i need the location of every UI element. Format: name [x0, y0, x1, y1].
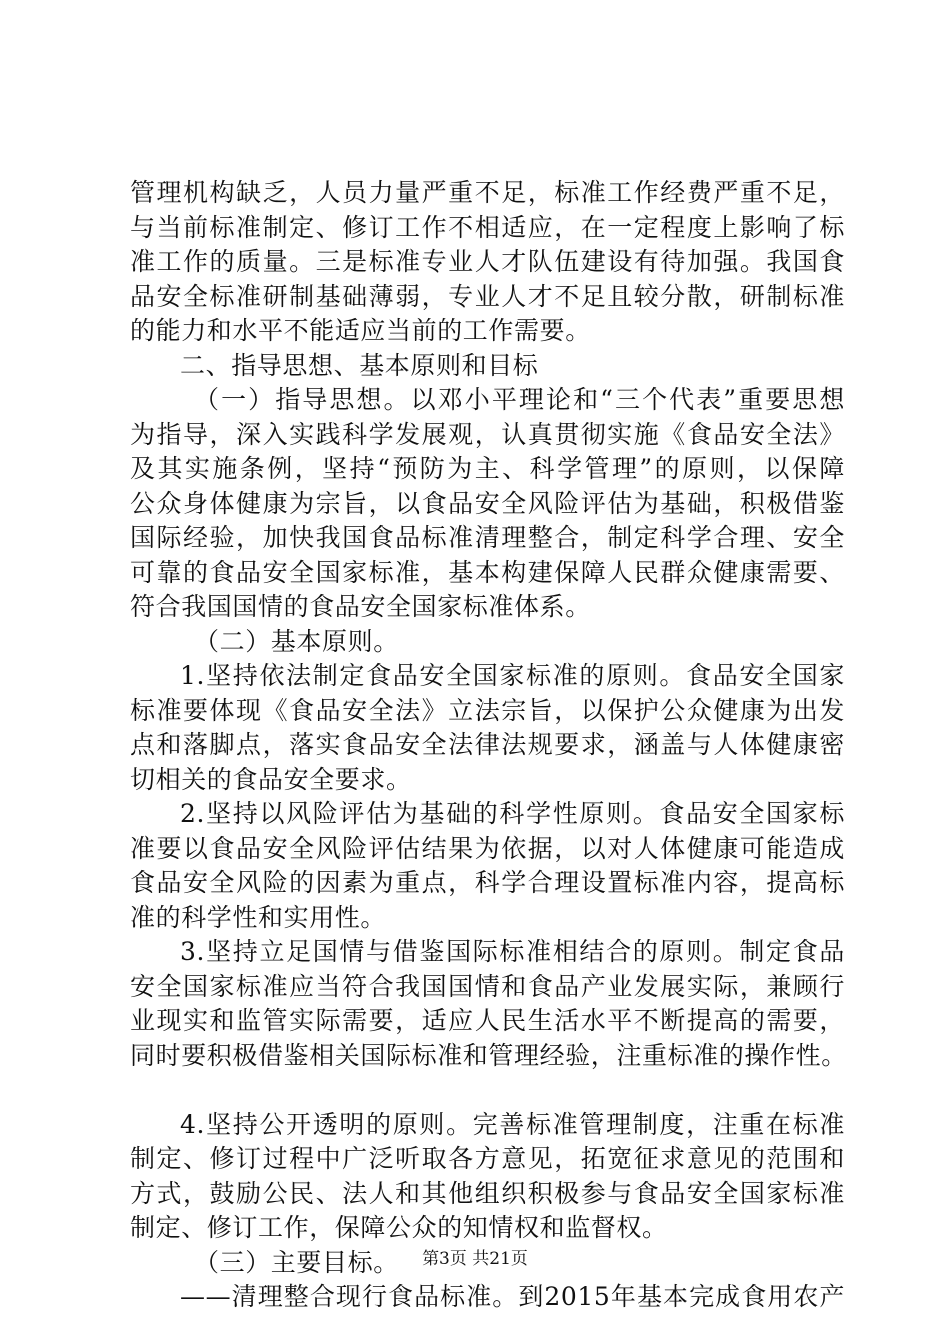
- subsection-heading: （三）主要目标。: [194, 1247, 399, 1277]
- text-line: 及其实施条例，坚持“预防为主、科学管理”的原则，以保障: [130, 454, 845, 483]
- text-line: 业现实和监管实际需要，适应人民生活水平不断提高的需要，: [130, 1006, 845, 1035]
- text-line: 与当前标准制定、修订工作不相适应，在一定程度上影响了标: [130, 212, 845, 242]
- document-body: [130, 176, 845, 1315]
- text-line: 公众身体健康为宗旨，以食品安全风险评估为基础，积极借鉴: [130, 488, 845, 518]
- text-line: 点和落脚点，落实食品安全法律法规要求，涵盖与人体健康密: [130, 730, 845, 759]
- paragraph-start: 4.坚持公开透明的原则。完善标准管理制度，注重在标准: [180, 1109, 845, 1139]
- text-line: 标准要体现《食品安全法》立法宗旨，以保护公众健康为出发: [130, 695, 845, 725]
- paragraph-gap: [130, 1073, 845, 1108]
- paragraph-start: ——清理整合现行食品标准。到2015年基本完成食用农产: [180, 1282, 845, 1311]
- text-line: 准要以食品安全风险评估结果为依据，以对人体健康可能造成: [130, 833, 845, 863]
- paragraph-start: （一）指导思想。以邓小平理论和“三个代表”重要思想: [194, 385, 845, 414]
- section-heading: 二、指导思想、基本原则和目标: [180, 350, 539, 380]
- subsection-heading: （二）基本原则。: [194, 626, 399, 656]
- text-line: 管理机构缺乏，人员力量严重不足，标准工作经费严重不足，: [130, 178, 845, 207]
- paragraph-start: 3.坚持立足国情与借鉴国际标准相结合的原则。制定食品: [180, 937, 845, 966]
- text-line: 为指导，深入实践科学发展观，认真贯彻实施《食品安全法》: [130, 419, 845, 449]
- text-line: 制定、修订过程中广泛听取各方意见，拓宽征求意见的范围和: [130, 1144, 845, 1173]
- text-line: 食品安全风险的因素为重点，科学合理设置标准内容，提高标: [130, 868, 845, 897]
- paragraph-start: 1.坚持依法制定食品安全国家标准的原则。食品安全国家: [180, 661, 845, 690]
- text-line: 同时要积极借鉴相关国际标准和管理经验，注重标准的操作性。: [130, 1040, 847, 1070]
- page-number-footer: 第3页 共21页: [422, 1249, 528, 1269]
- text-line: 国际经验，加快我国食品标准清理整合，制定科学合理、安全: [130, 523, 845, 552]
- text-line: 品安全标准研制基础薄弱，专业人才不足且较分散，研制标准: [130, 281, 845, 311]
- text-line: 安全国家标准应当符合我国国情和食品产业发展实际，兼顾行: [130, 971, 845, 1001]
- paragraph-start: 2.坚持以风险评估为基础的科学性原则。食品安全国家标: [180, 799, 845, 828]
- text-line: 的能力和水平不能适应当前的工作需要。: [130, 316, 591, 345]
- text-line: 符合我国国情的食品安全国家标准体系。: [130, 592, 591, 621]
- text-line: 切相关的食品安全要求。: [130, 764, 412, 794]
- text-line: 方式，鼓励公民、法人和其他组织积极参与食品安全国家标准: [130, 1178, 845, 1208]
- text-line: 准的科学性和实用性。: [130, 902, 387, 932]
- text-line: 准工作的质量。三是标准专业人才队伍建设有待加强。我国食: [130, 247, 845, 276]
- text-line: 可靠的食品安全国家标准，基本构建保障人民群众健康需要、: [130, 557, 845, 587]
- text-line: 制定、修订工作，保障公众的知情权和监督权。: [130, 1213, 668, 1242]
